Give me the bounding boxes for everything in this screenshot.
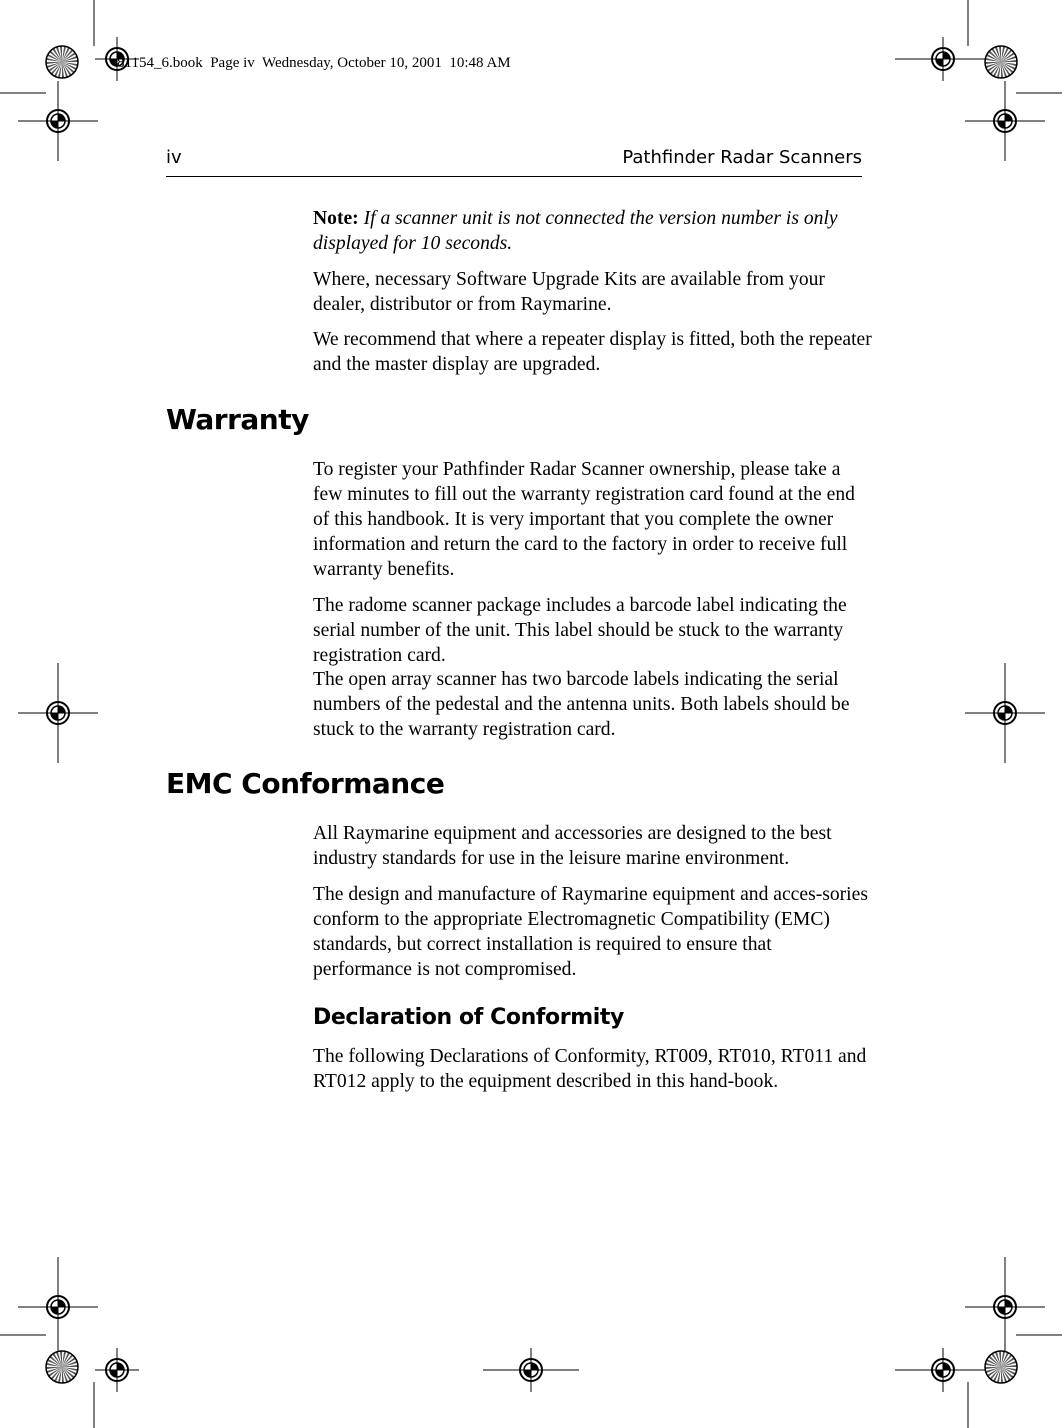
crosshair-registration-icon [95,1348,139,1392]
crosshair-registration-icon [965,663,1045,763]
upgrade-kits-paragraph: Where, necessary Software Upgrade Kits are available from your dealer, distributor or from Raymarine. [313,269,825,315]
warranty-heading: Warranty [166,403,309,436]
declaration-heading: Declaration of Conformity [313,1005,624,1030]
crosshair-registration-icon [895,1348,991,1392]
open-array-barcode-paragraph: The open array scanner has two barcode labels indicating the serial numbers of the pedestal and the antenna units. Both labels should be stuck to the warranty registration card. [313,669,850,740]
starburst-registration-icon [985,1351,1017,1383]
declaration-paragraph: The following Declarations of Conformity, RT009, RT010, RT011 and RT012 apply to the equipment described in this hand-book. [313,1046,867,1092]
radome-barcode-paragraph: The radome scanner package includes a barcode label indicating the serial number of the unit. This label should be stuck to the warranty registration card. [313,595,847,666]
note-label: Note: [313,208,359,229]
crosshair-registration-icon [18,1257,98,1357]
warranty-register-paragraph: To register your Pathfinder Radar Scanner ownership, please take a few minutes to fill out the warranty registration card found at the end of this handbook. It is very important that you complete the owner information and return the card to the factory in order to receive full warranty benefits. [313,459,855,580]
header-rule [166,176,862,177]
note-paragraph [313,206,873,256]
running-title: Pathfinder Radar Scanners [622,147,862,168]
crosshair-registration-icon [483,1348,579,1392]
emc-standards-paragraph: All Raymarine equipment and accessories are designed to the best industry standards for use in the leisure marine environment. [313,823,832,869]
note-text: If a scanner unit is not connected the version number is only displayed for 10 seconds. [313,208,838,254]
emc-heading: EMC Conformance [166,767,445,800]
emc-design-paragraph: The design and manufacture of Raymarine equipment and acces-sories conform to the appropriate Electromagnetic Compatibility (EMC) standards, but correct installation is required to ensure that performance is not compromised. [313,884,868,980]
starburst-registration-icon [46,1351,78,1383]
crosshair-registration-icon [18,663,98,763]
crosshair-registration-icon [895,37,991,81]
starburst-registration-icon [985,46,1017,78]
repeater-paragraph: We recommend that where a repeater display is fitted, both the repeater and the master display are upgraded. [313,329,872,375]
page-number: iv [166,147,182,168]
crosshair-registration-icon [965,1257,1045,1357]
print-slug: 81154_6.book Page iv Wednesday, October 10, 2001 10:48 AM [117,55,511,71]
starburst-registration-icon [46,46,78,78]
